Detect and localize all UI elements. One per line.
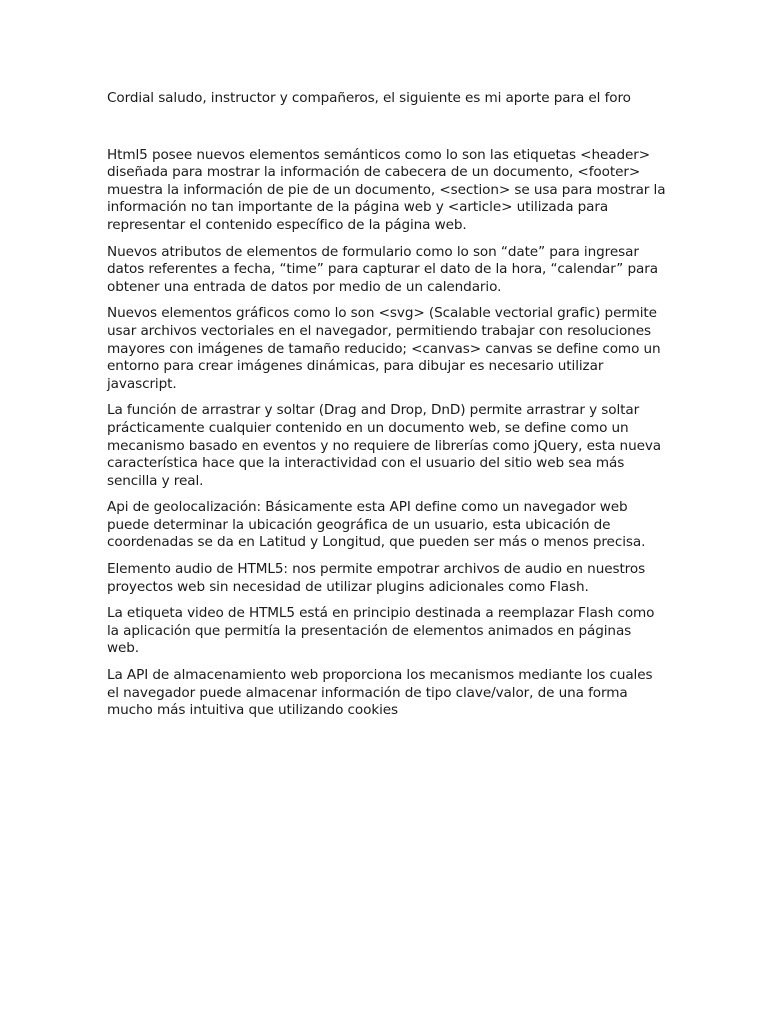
paragraph-video: La etiqueta video de HTML5 está en principio destinada a reemplazar Flash como la aplicación que permitía la presentación de elementos animados en páginas web. xyxy=(107,605,655,657)
paragraph-semantic-elements: Html5 posee nuevos elementos semánticos como lo son las etiquetas <header> diseñada para mostrar la información de cabecera de un documento, <footer> muestra la información de pie de un documento, <section> se usa para mostrar la información no tan importante de la página web y <article> utilizada para representar el contenido específico de la página web. xyxy=(107,146,666,233)
paragraph-geolocation: Api de geolocalización: Básicamente esta API define como un navegador web puede determinar la ubicación geográfica de un usuario, esta ubicación de coordenadas se da en Latitud y Longitud, que pueden ser más o menos precisa. xyxy=(107,499,646,551)
document-page xyxy=(107,90,667,729)
paragraph-graphic-elements: Nuevos elementos gráficos como lo son <svg> (Scalable vectorial grafic) permite usar archivos vectoriales en el navegador, permitiendo trabajar con resoluciones mayores con imágenes de tamaño reducido; <canvas> canvas se define como un entorno para crear imágenes dinámicas, para dibujar es necesario utilizar javascript. xyxy=(107,305,661,392)
paragraph-drag-and-drop: La función de arrastrar y soltar (Drag and Drop, DnD) permite arrastrar y soltar prácticamente cualquier contenido en un documento web, se define como un mecanismo basado en eventos y no requiere de librerías como jQuery, esta nueva característica hace que la interactividad con el usuario del sitio web sea más sencilla y real. xyxy=(107,402,662,489)
document-body xyxy=(107,147,667,720)
greeting-line: Cordial saludo, instructor y compañeros, el siguiente es mi aporte para el foro xyxy=(107,90,631,106)
paragraph-web-storage: La API de almacenamiento web proporciona los mecanismos mediante los cuales el navegador puede almacenar información de tipo clave/valor, de una forma mucho más intuitiva que utilizando cookies xyxy=(107,667,653,719)
paragraph-form-attributes: Nuevos atributos de elementos de formulario como lo son “date” para ingresar datos referentes a fecha, “time” para capturar el dato de la hora, “calendar” para obtener una entrada de datos por medio de un calendario. xyxy=(107,243,658,295)
paragraph-audio: Elemento audio de HTML5: nos permite empotrar archivos de audio en nuestros proyectos web sin necesidad de utilizar plugins adicionales como Flash. xyxy=(107,561,646,595)
